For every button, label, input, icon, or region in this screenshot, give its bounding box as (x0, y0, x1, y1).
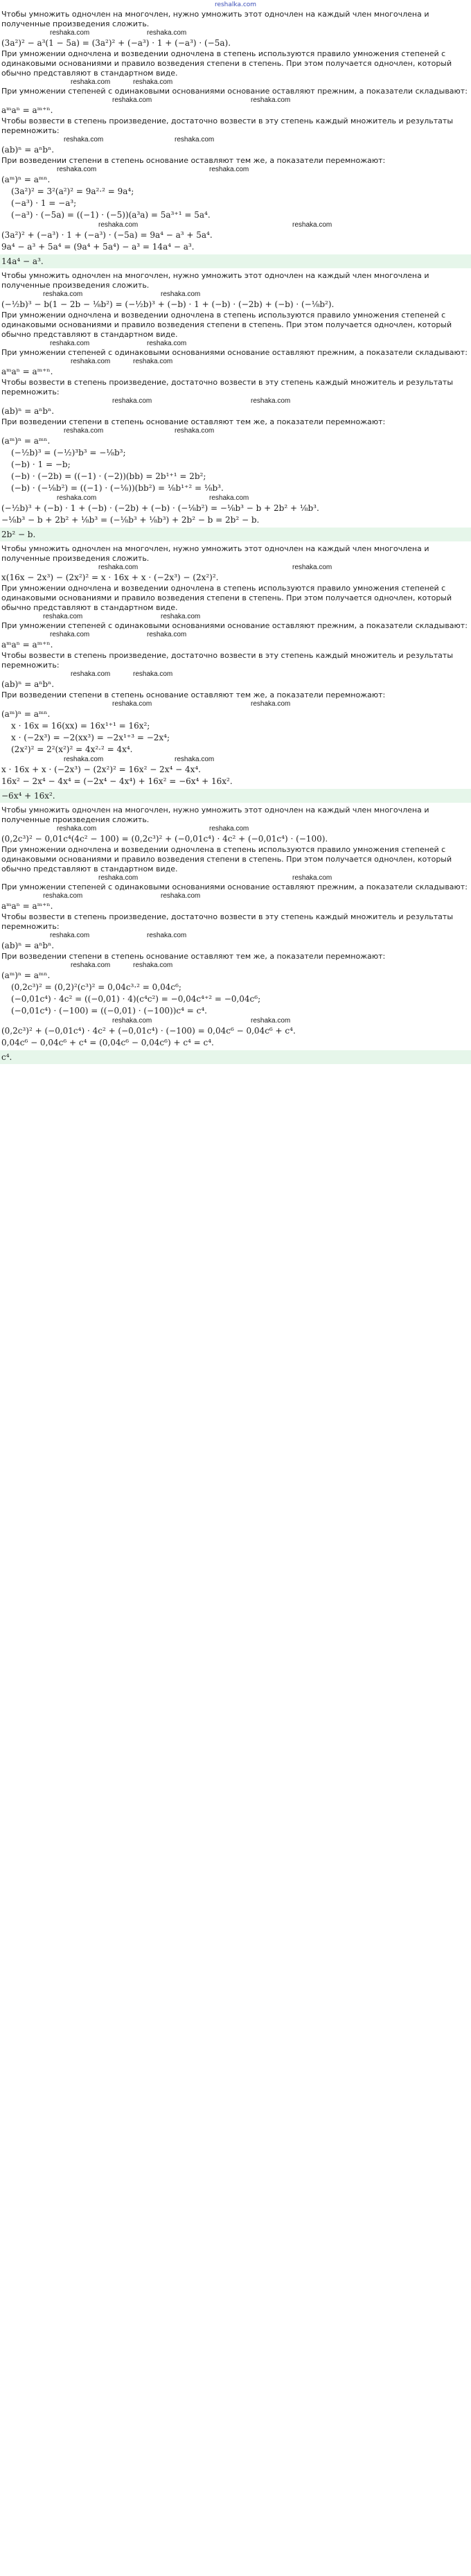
watermark: reshaka.com (50, 29, 90, 37)
watermark: reshaka.com (64, 756, 104, 763)
watermark-row (1, 358, 470, 366)
watermark-row (1, 631, 470, 639)
watermark-row (1, 700, 470, 708)
watermark-row (1, 564, 470, 572)
calculation-line: 9a⁴ − a³ + 5a⁴ = (9a⁴ + 5a⁴) − a³ = 14a⁴ − a³. (1, 242, 195, 252)
watermark-row (1, 166, 470, 174)
watermark: reshaka.com (112, 96, 152, 104)
watermark-row (1, 892, 470, 900)
watermark: reshaka.com (147, 932, 187, 939)
watermark: reshaka.com (147, 29, 187, 37)
watermark: reshaka.com (251, 96, 291, 104)
math-expression: (−½b)³ − b(1 − 2b − ⅛b²) = (−½b)³ + (−b) · 1 + (−b) · (−2b) + (−b) · (−⅛b²). (1, 299, 335, 309)
watermark: reshaka.com (175, 756, 215, 763)
watermark: reshaka.com (57, 494, 97, 502)
calculation-line: (3a²)² + (−a³) · 1 + (−a³) · (−5a) = 9a⁴ − a³ + 5a⁴. (1, 230, 213, 240)
watermark: reshaka.com (292, 564, 332, 571)
calculation-line: 0,04c⁶ − 0,04c⁶ + c⁴ = (0,04c⁶ − 0,04c⁶) + c⁴ = c⁴. (1, 1038, 214, 1047)
calculation-line: −⅛b³ − b + 2b² + ⅛b³ = (−⅛b³ + ⅛b³) + 2b² − b = 2b² − b. (1, 515, 260, 525)
watermark: reshaka.com (98, 874, 139, 882)
answer-box: −6x⁴ + 16x². (0, 789, 471, 803)
math-expression: (3a²)² − a³(1 − 5a) = (3a²)² + (−a³) · 1 + (−a³) · (−5a). (1, 38, 231, 48)
watermark: reshaka.com (71, 670, 111, 678)
watermark-row (1, 397, 470, 406)
rule-text: Чтобы возвести в степень произведение, достаточно возвести в эту степень каждый множитель и результаты перемножить: (1, 116, 454, 135)
rule-text: При умножении одночлена и возведении одночлена в степень используются правило умножения степеней с одинаковыми основаниями и правило возведения степени в степень. При этом получается одночлен, который обычно представляют в стандартном виде. (1, 311, 452, 339)
watermark-row (1, 613, 470, 621)
list-item: (−0,01c⁴) · 4c² = ((−0,01) · 4)(c⁴c²) = −0,04c⁴⁺² = −0,04c⁶; (11, 994, 261, 1004)
rule-text: Чтобы возвести в степень произведение, достаточно возвести в эту степень каждый множитель и результаты перемножить: (1, 378, 454, 397)
watermark: reshaka.com (133, 78, 173, 86)
watermark: reshaka.com (251, 397, 291, 405)
rule-text: Чтобы умножить одночлен на многочлен, нужно умножить этот одночлен на каждый член многочлена и полученные произведения сложить. (1, 10, 429, 28)
rule-text: При умножении степеней с одинаковыми основаниями основание оставляют прежним, а показатели складывают: (1, 348, 468, 357)
list-item: (−a³) · (−5a) = ((−1) · (−5))(a³a) = 5a³⁺¹ = 5a⁴. (11, 210, 211, 220)
list-item: (−b) · (−2b) = ((−1) · (−2))(bb) = 2b¹⁺¹ = 2b²; (11, 471, 206, 481)
rule-text: Чтобы умножить одночлен на многочлен, нужно умножить этот одночлен на каждый член многочлена и полученные произведения сложить. (1, 806, 429, 824)
watermark: reshaka.com (209, 494, 249, 502)
watermark: reshaka.com (98, 221, 139, 229)
watermark: reshaka.com (50, 340, 90, 347)
answer-box: 14a⁴ − a³. (0, 254, 471, 268)
watermark: reshaka.com (133, 961, 173, 969)
watermark: reshaka.com (251, 700, 291, 708)
list-item: (0,2c³)² = (0,2)²(c³)² = 0,04c³·² = 0,04c⁶; (11, 982, 181, 992)
watermark: reshaka.com (161, 613, 201, 620)
calculation-line: (−½b)³ + (−b) · 1 + (−b) · (−2b) + (−b) · (−⅛b²) = −⅛b³ − b + 2b² + ⅛b³. (1, 503, 319, 513)
watermark: reshaka.com (57, 825, 97, 833)
rule-text: Чтобы возвести в степень произведение, достаточно возвести в эту степень каждый множитель и результаты перемножить: (1, 912, 454, 931)
list-item: (−0,01c⁴) · (−100) = ((−0,01) · (−100))c⁴ = c⁴. (11, 1006, 207, 1016)
formula: (ab)ⁿ = aⁿbⁿ. (1, 406, 55, 416)
rule-text: При умножении степеней с одинаковыми основаниями основание оставляют прежним, а показатели складывают: (1, 87, 468, 96)
watermark: reshaka.com (98, 564, 139, 571)
watermark: reshaka.com (43, 613, 83, 620)
answer-box: 2b² − b. (0, 528, 471, 541)
formula: (aᵐ)ⁿ = aᵐⁿ. (1, 175, 51, 184)
formula: aᵐaⁿ = aᵐ⁺ⁿ. (1, 640, 53, 650)
rule-text: При умножении одночлена и возведении одночлена в степень используются правило умножения степеней с одинаковыми основаниями и правило возведения степени в степень. При этом получается одночлен, который обычно представляют в стандартном виде. (1, 584, 452, 612)
watermark: reshaka.com (209, 166, 249, 173)
solution-section (1, 806, 470, 1064)
rule-text: При возведении степени в степень основание оставляют тем же, а показатели перемножают: (1, 156, 386, 165)
rule-text: При умножении степеней с одинаковыми основаниями основание оставляют прежним, а показатели складывают: (1, 882, 468, 891)
watermark: reshaka.com (71, 78, 111, 86)
watermark: reshaka.com (50, 932, 90, 939)
watermark-row (1, 136, 470, 144)
list-item: (−a³) · 1 = −a³; (11, 198, 77, 208)
watermark: reshaka.com (57, 166, 97, 173)
watermark: reshaka.com (175, 136, 215, 143)
site-logo[interactable]: reshalka.com (214, 1, 257, 8)
calculation-line: x · 16x + x · (−2x³) − (2x²)² = 16x² − 2x⁴ − 4x⁴. (1, 765, 201, 774)
list-item: (−b) · (−⅛b²) = ((−1) · (−⅛))(bb²) = ⅛b¹⁺² = ⅛b³. (11, 483, 224, 493)
watermark-row (1, 932, 470, 940)
watermark: reshaka.com (292, 874, 332, 882)
answer-box: c⁴. (0, 1050, 471, 1064)
solution-section (1, 544, 470, 803)
list-item: x · 16x = 16(xx) = 16x¹⁺¹ = 16x²; (11, 721, 150, 731)
watermark: reshaka.com (43, 892, 83, 900)
rule-text: Чтобы умножить одночлен на многочлен, нужно умножить этот одночлен на каждый член многочлена и полученные произведения сложить. (1, 271, 429, 290)
watermark: reshaka.com (133, 358, 173, 365)
rule-text: При умножении степеней с одинаковыми основаниями основание оставляют прежним, а показатели складывают: (1, 621, 468, 630)
formula: aᵐaⁿ = aᵐ⁺ⁿ. (1, 105, 53, 115)
watermark: reshaka.com (161, 892, 201, 900)
math-expression: x(16x − 2x³) − (2x²)² = x · 16x + x · (−2x³) − (2x²)². (1, 573, 219, 582)
watermark-row (1, 96, 470, 105)
watermark-row (1, 427, 470, 435)
rule-text: При умножении одночлена и возведении одночлена в степень используются правило умножения степеней с одинаковыми основаниями и правило возведения степени в степень. При этом получается одночлен, который обычно представляют в стандартном виде. (1, 845, 452, 873)
formula: aᵐaⁿ = aᵐ⁺ⁿ. (1, 367, 53, 376)
watermark-row (1, 29, 470, 37)
rule-text: При умножении одночлена и возведении одночлена в степень используются правило умножения степеней с одинаковыми основаниями и правило возведения степени в степень. При этом получается одночлен, который обычно представляют в стандартном виде. (1, 49, 452, 78)
watermark: reshaka.com (147, 340, 187, 347)
formula: aᵐaⁿ = aᵐ⁺ⁿ. (1, 901, 53, 911)
watermark-row (1, 1017, 470, 1025)
watermark: reshaka.com (292, 221, 332, 229)
watermark-row (1, 221, 470, 229)
formula: (ab)ⁿ = aⁿbⁿ. (1, 145, 55, 155)
document-body (0, 10, 471, 1064)
watermark: reshaka.com (64, 427, 104, 435)
watermark-row (1, 756, 470, 764)
formula: (ab)ⁿ = aⁿbⁿ. (1, 679, 55, 689)
watermark-row (1, 78, 470, 87)
watermark: reshaka.com (175, 427, 215, 435)
watermark: reshaka.com (43, 290, 83, 298)
formula: (aᵐ)ⁿ = aᵐⁿ. (1, 709, 51, 719)
list-item: (−½b)³ = (−½)³b³ = −⅛b³; (11, 448, 126, 458)
rule-text: Чтобы возвести в степень произведение, достаточно возвести в эту степень каждый множитель и результаты перемножить: (1, 651, 454, 670)
formula: (aᵐ)ⁿ = aᵐⁿ. (1, 436, 51, 446)
list-item: (−b) · 1 = −b; (11, 460, 71, 469)
watermark-row (1, 825, 470, 833)
watermark: reshaka.com (133, 670, 173, 678)
formula: (ab)ⁿ = aⁿbⁿ. (1, 941, 55, 950)
watermark: reshaka.com (112, 700, 152, 708)
watermark-row (1, 340, 470, 348)
calculation-line: (0,2c³)² + (−0,01c⁴) · 4c² + (−0,01c⁴) · (−100) = 0,04c⁶ − 0,04c⁶ + c⁴. (1, 1026, 296, 1036)
watermark-row (1, 494, 470, 503)
watermark-row (1, 961, 470, 970)
watermark: reshaka.com (209, 825, 249, 833)
watermark: reshaka.com (161, 290, 201, 298)
watermark: reshaka.com (251, 1017, 291, 1025)
watermark-row (1, 290, 470, 299)
watermark: reshaka.com (71, 358, 111, 365)
formula: (aᵐ)ⁿ = aᵐⁿ. (1, 971, 51, 980)
list-item: (3a²)² = 3²(a²)² = 9a²·² = 9a⁴; (11, 186, 134, 196)
solution-section (1, 271, 470, 541)
list-item: (2x²)² = 2²(x²)² = 4x²·² = 4x⁴. (11, 745, 133, 754)
rule-text: Чтобы умножить одночлен на многочлен, нужно умножить этот одночлен на каждый член многочлена и полученные произведения сложить. (1, 544, 429, 563)
watermark: reshaka.com (147, 631, 187, 638)
watermark: reshaka.com (64, 136, 104, 143)
watermark: reshaka.com (50, 631, 90, 638)
rule-text: При возведении степени в степень основание оставляют тем же, а показатели перемножают: (1, 690, 386, 699)
watermark: reshaka.com (112, 1017, 152, 1025)
list-item: x · (−2x³) = −2(xx³) = −2x¹⁺³ = −2x⁴; (11, 733, 170, 742)
watermark: reshaka.com (112, 397, 152, 405)
math-expression: (0,2c³)² − 0,01c⁴(4c² − 100) = (0,2c³)² + (−0,01c⁴) · 4c² + (−0,01c⁴) · (−100). (1, 834, 328, 844)
watermark-row (1, 874, 470, 882)
calculation-line: 16x² − 2x⁴ − 4x⁴ = (−2x⁴ − 4x⁴) + 16x² = −6x⁴ + 16x². (1, 776, 233, 786)
rule-text: При возведении степени в степень основание оставляют тем же, а показатели перемножают: (1, 952, 386, 961)
solution-section (1, 10, 470, 268)
rule-text: При возведении степени в степень основание оставляют тем же, а показатели перемножают: (1, 417, 386, 426)
watermark-row (1, 670, 470, 679)
watermark: reshaka.com (71, 961, 111, 969)
